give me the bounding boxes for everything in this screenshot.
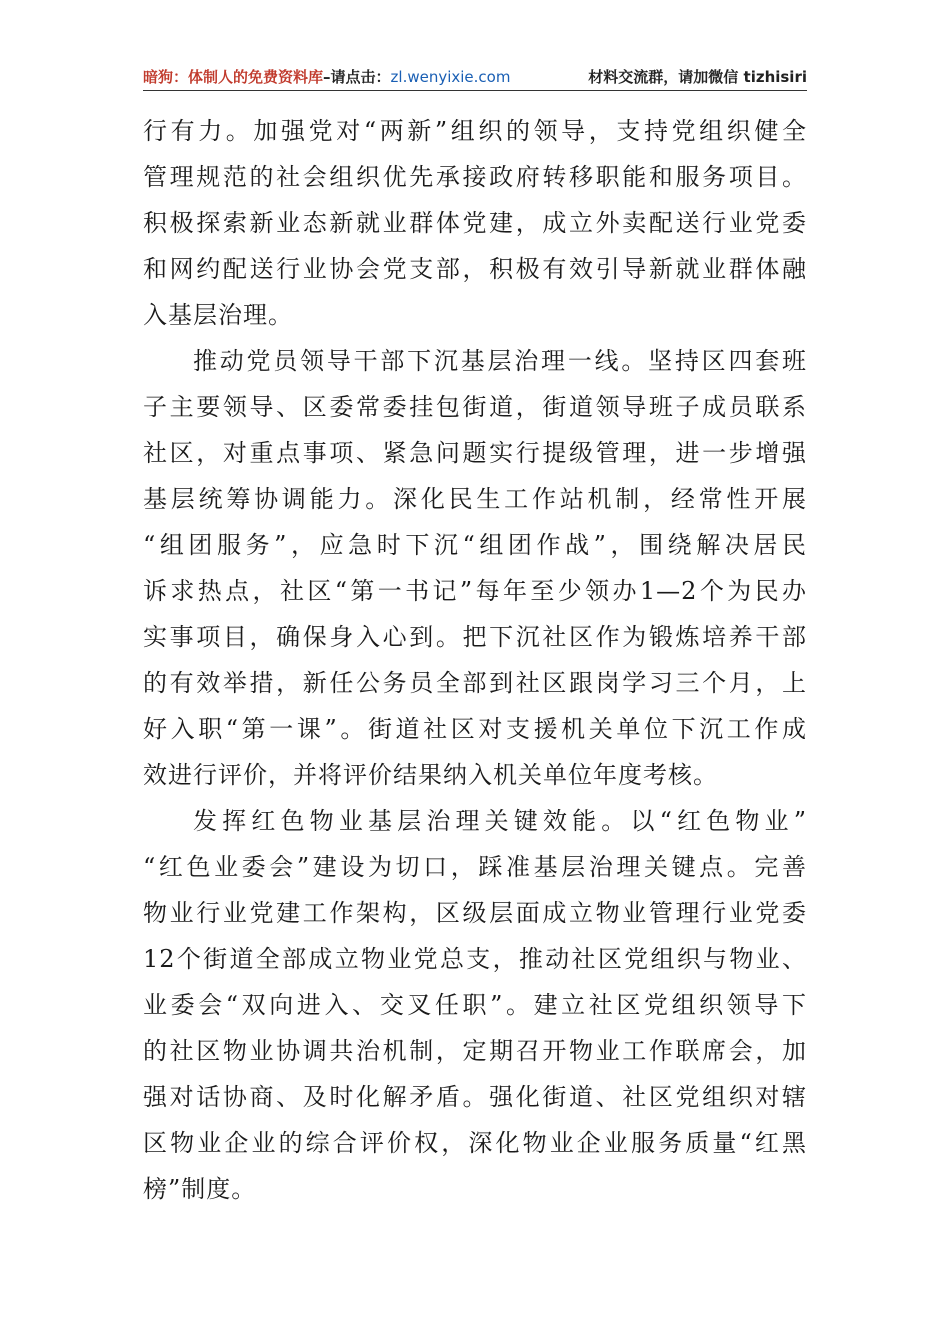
text-line: 基层统筹协调能力。深化民生工作站机制，经常性开展 [143, 485, 807, 513]
text-line: 榜”制度。 [143, 1175, 257, 1203]
header-link[interactable]: zl.wenyixie.com [390, 68, 511, 86]
text-line: 强对话协商、及时化解矛盾。强化街道、社区党组织对辖 [143, 1083, 807, 1111]
text-line: 发挥红色物业基层治理关键效能。以“红色物业” [193, 807, 807, 835]
text-line: 入基层治理。 [143, 301, 293, 329]
text-line: 诉求热点，社区“第一书记”每年至少领办1—2个为民办 [143, 577, 807, 605]
text-line: 积极探索新业态新就业群体党建，成立外卖配送行业党委 [143, 209, 807, 237]
text-line: 行有力。加强党对“两新”组织的领导，支持党组织健全 [143, 117, 807, 145]
paragraph-1 [143, 108, 807, 338]
text-line: 子主要领导、区委常委挂包街道，街道领导班子成员联系 [143, 393, 807, 421]
text-line: 效进行评价，并将评价结果纳入机关单位年度考核。 [143, 761, 718, 789]
text-line: 好入职“第一课”。街道社区对支援机关单位下沉工作成 [143, 715, 807, 743]
text-line: 社区，对重点事项、紧急问题实行提级管理，进一步增强 [143, 439, 807, 467]
text-line: 管理规范的社会组织优先承接政府转移职能和服务项目。 [143, 163, 807, 191]
header-group-note: 材料交流群，请加微信 tizhisiri [588, 68, 807, 86]
text-line: 推动党员领导干部下沉基层治理一线。坚持区四套班 [193, 347, 807, 375]
document-body [143, 108, 807, 1212]
header-brand: 暗狗：体制人的免费资料库 [143, 68, 324, 86]
header-prompt: –请点击： [323, 68, 391, 86]
text-line: 12个街道全部成立物业党总支，推动社区党组织与物业、 [143, 945, 807, 973]
paragraph-2 [143, 338, 807, 798]
paragraph-3 [143, 798, 807, 1212]
text-line: 实事项目，确保身入心到。把下沉社区作为锻炼培养干部 [143, 623, 807, 651]
text-line: 业委会“双向进入、交叉任职”。建立社区党组织领导下 [143, 991, 807, 1019]
text-line: “组团服务”，应急时下沉“组团作战”，围绕解决居民 [143, 531, 807, 559]
text-line: 区物业企业的综合评价权，深化物业企业服务质量“红黑 [143, 1129, 807, 1157]
page-header [143, 66, 807, 91]
text-line: 的有效举措，新任公务员全部到社区跟岗学习三个月，上 [143, 669, 807, 697]
text-line: 的社区物业协调共治机制，定期召开物业工作联席会，加 [143, 1037, 807, 1065]
text-line: “红色业委会”建设为切口，踩准基层治理关键点。完善 [143, 853, 807, 881]
text-line: 和网约配送行业协会党支部，积极有效引导新就业群体融 [143, 255, 807, 283]
text-line: 物业行业党建工作架构，区级层面成立物业管理行业党委 [143, 899, 807, 927]
